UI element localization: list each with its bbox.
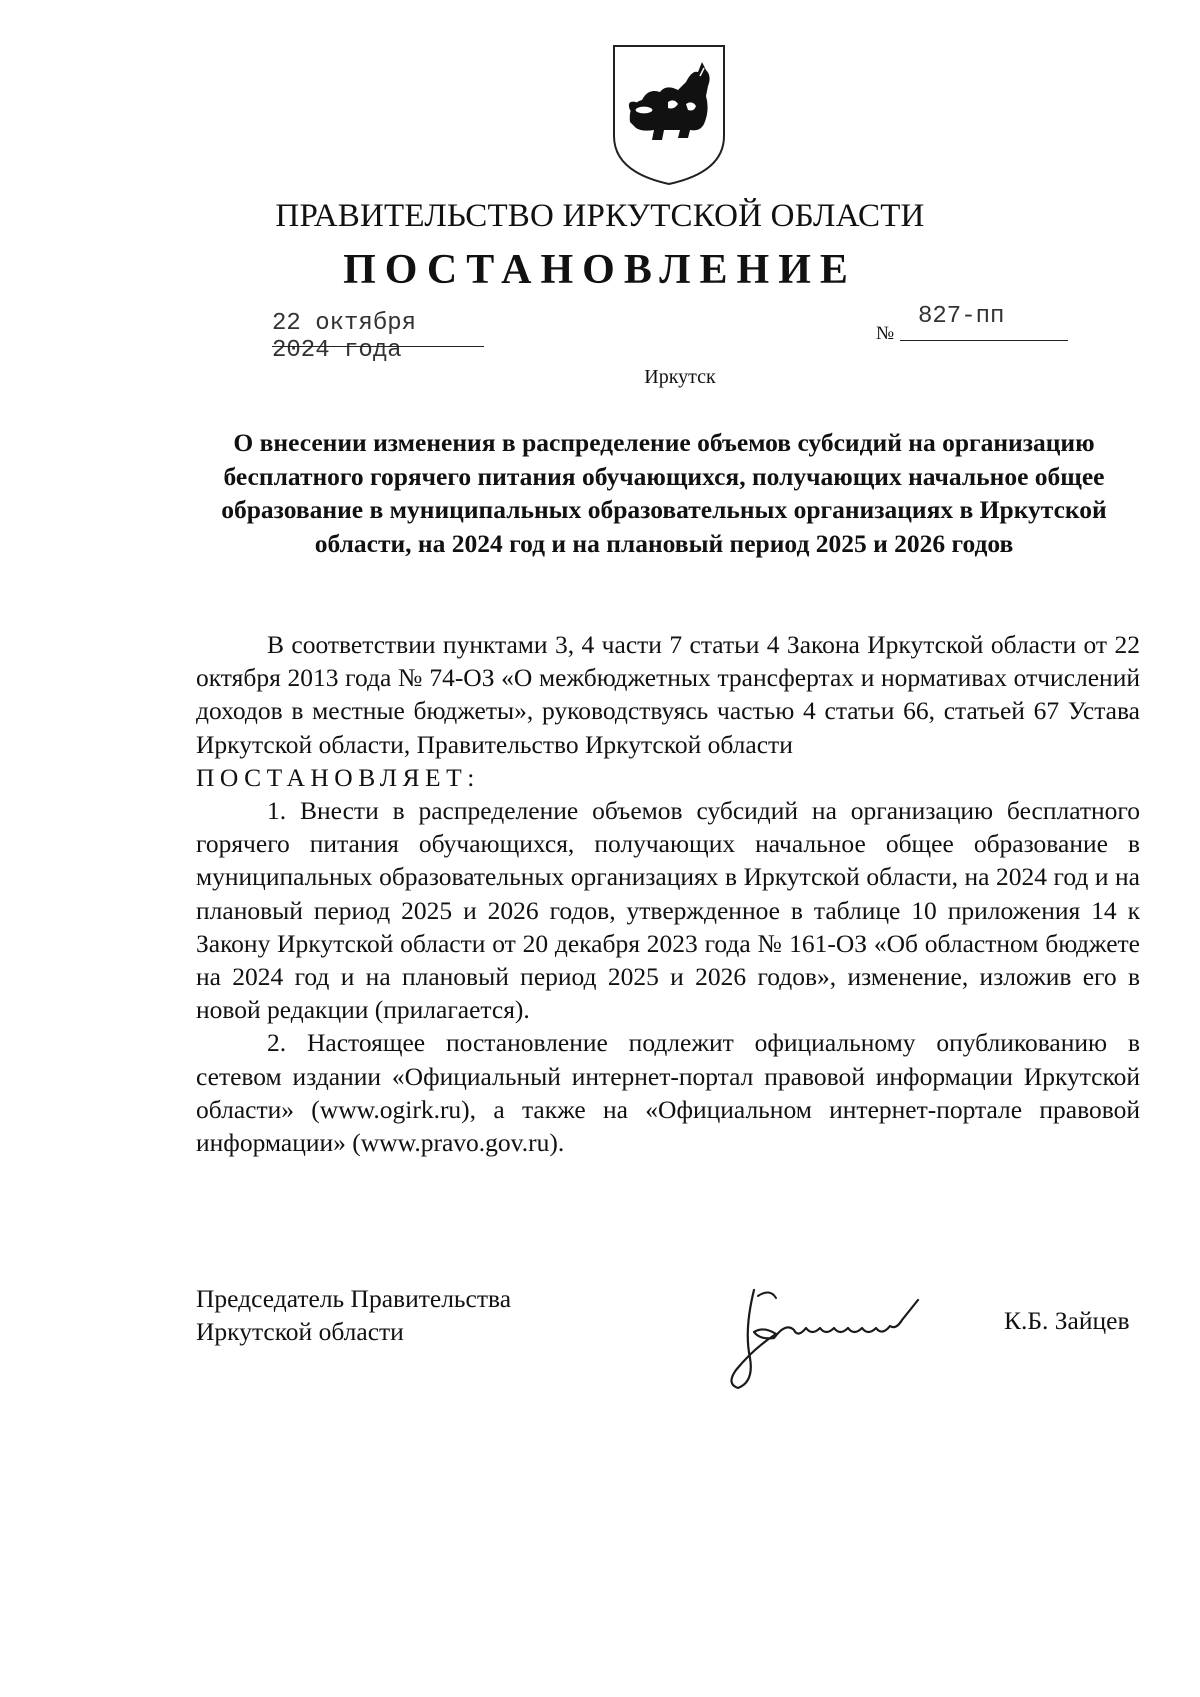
coat-of-arms-icon [608, 40, 730, 188]
clause-1: 1. Внести в распределение объемов субсидий на организацию бесплатного горячего питания обучающихся, получающих начальное общее образование в муниципальных образовательных организациях в Иркутской области, на 2024 год и на плановый период 2025 и 2026 годов, утвержденное в таблице 10 приложения 14 к Закону Иркутской области от 20 декабря 2023 года № 161-ОЗ «Об областном бюджете на 2024 год и на плановый период 2025 и 2026 годов», изменение, изложив его в новой редакции (прилагается). [196, 796, 1140, 1025]
signer-role-line-1: Председатель Правительства [196, 1284, 512, 1313]
government-title: ПРАВИТЕЛЬСТВО ИРКУТСКОЙ ОБЛАСТИ [275, 198, 925, 234]
number-underline [900, 340, 1068, 341]
document-subject: О внесении изменения в распределение объемов субсидий на организацию бесплатного горячего питания обучающихся, получающих начальное общее образование в муниципальных образовательных организациях в Иркутской области, на 2024 год и на плановый период 2025 и 2026 годов [221, 428, 1107, 558]
document-body [196, 628, 1140, 1159]
date-underline [272, 346, 484, 347]
preamble-paragraph: В соответствии пунктами 3, 4 части 7 статьи 4 Закона Иркутской области от 22 октября 2013 года № 74-ОЗ «О межбюджетных трансфертах и нормативах отчислений доходов в местные бюджеты», руководствуясь частью 4 статьи 66, статьей 67 Устава Иркутской области, Правительство Иркутской области [196, 630, 1140, 759]
document-city: Иркутск [644, 366, 716, 388]
number-sign: № [876, 323, 895, 344]
signer-role [196, 1282, 511, 1348]
handwritten-signature [714, 1270, 964, 1400]
signer-name: К.Б. Зайцев [1004, 1306, 1130, 1335]
decree-word: ПОСТАНОВЛЯЕТ: [196, 762, 480, 792]
document-number: 827-пп [918, 303, 1005, 330]
clause-2: 2. Настоящее постановление подлежит официальному опубликованию в сетевом издании «Официальный интернет-портал правовой информации Иркутской области» (www.ogirk.ru), а также на «Официальном интернет-портале правовой информации» (www.pravo.gov.ru). [196, 1028, 1140, 1158]
signer-role-line-2: Иркутской области [196, 1317, 404, 1346]
document-date: 22 октября 2024 года [272, 310, 417, 364]
document-type-title: ПОСТАНОВЛЕНИЕ [343, 247, 857, 293]
